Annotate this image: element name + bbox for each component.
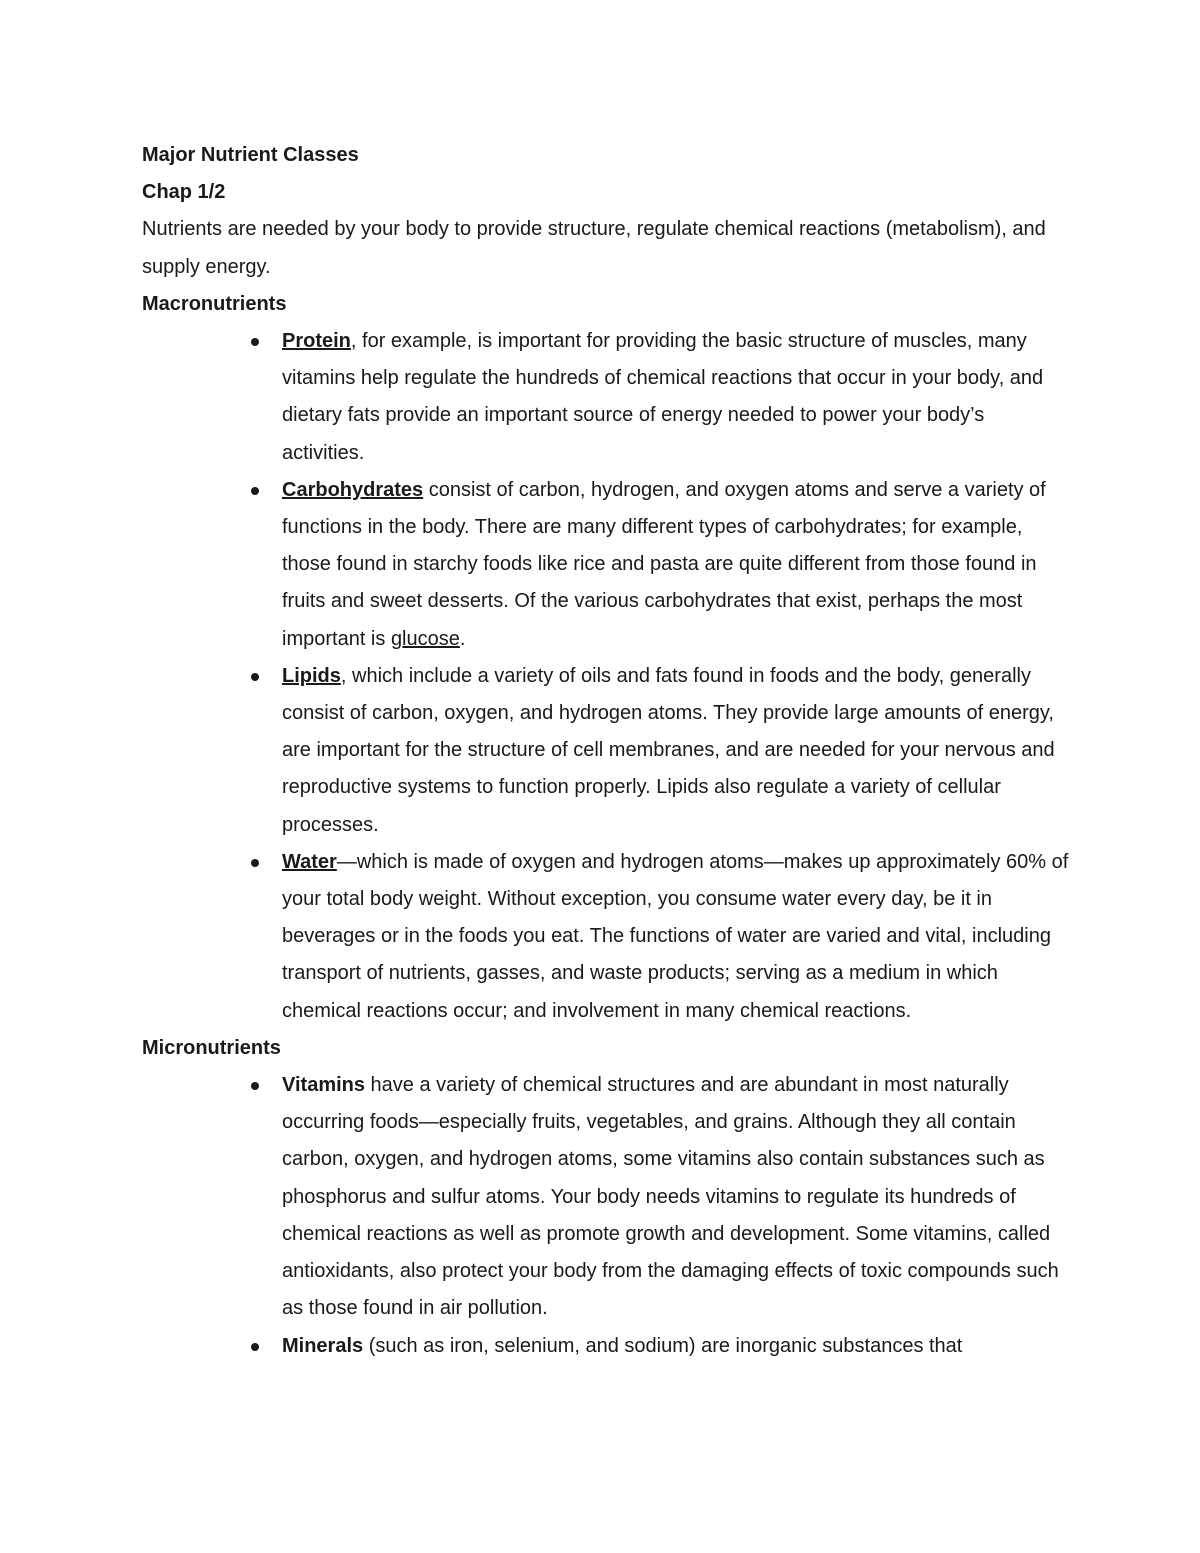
- water-description: —which is made of oxygen and hydrogen atoms—makes up approximately 60% of your total body weight. Without exception, you consume water every day, be it in beverages or in the foods you eat. The functions of water are varied and vital, including transport of nutrients, gasses, and waste products; serving as a medium in which chemical reactions occur; and involvement in many chemical reactions.: [282, 850, 1069, 1022]
- list-item-vitamins: [282, 1067, 1072, 1327]
- term-minerals: Minerals: [282, 1334, 364, 1357]
- document-title: Major Nutrient Classes: [142, 144, 359, 166]
- term-vitamins: Vitamins: [282, 1074, 365, 1097]
- bullet-icon: [251, 338, 259, 346]
- vitamins-description: have a variety of chemical structures and are abundant in most naturally occurring foods—especially fruits, vegetables, and grains. Although they all contain carbon, oxygen, and hydrogen atoms, some vitamins also contain substances such as phosphorus and sulfur atoms. Your body needs vitamins to regulate its hundreds of chemical reactions as well as promote growth and development. Some vitamins, called antioxidants, also protect your body from the damaging effects of toxic compounds such as those found in air pollution.: [282, 1074, 1059, 1320]
- glucose-link[interactable]: glucose: [390, 627, 460, 650]
- minerals-description: (such as iron, selenium, and sodium) are inorganic substances that: [363, 1334, 963, 1357]
- list-item-lipids: [282, 658, 1072, 844]
- bullet-icon: [251, 487, 259, 495]
- bullet-icon: [251, 1082, 259, 1090]
- micronutrients-list: [142, 1067, 1072, 1365]
- bullet-icon: [251, 673, 259, 681]
- list-item-protein: [282, 323, 1072, 472]
- macronutrients-heading: Macronutrients: [142, 292, 287, 315]
- term-water: Water: [282, 850, 337, 873]
- list-item-carbohydrates: [282, 472, 1072, 658]
- bullet-icon: [251, 1343, 259, 1351]
- list-item-minerals: [282, 1328, 1072, 1365]
- carbohydrates-description-end: .: [459, 627, 466, 650]
- lipids-description: , which include a variety of oils and fats found in foods and the body, generally consist of carbon, oxygen, and hydrogen atoms. They provide large amounts of energy, are important for the structure of cell membranes, and are needed for your nervous and reproductive systems to function properly. Lipids also regulate a variety of cellular processes.: [282, 664, 1055, 836]
- chapter-label: Chap 1/2: [142, 181, 226, 204]
- bullet-icon: [251, 859, 259, 867]
- macronutrients-list: [142, 323, 1072, 1030]
- intro-paragraph: Nutrients are needed by your body to provide structure, regulate chemical reactions (metabolism), and supply energy.: [142, 218, 1046, 278]
- list-item-water: [282, 844, 1072, 1030]
- protein-description: , for example, is important for providing the basic structure of muscles, many vitamins help regulate the hundreds of chemical reactions that occur in your body, and dietary fats provide an important source of energy needed to power your body’s activities.: [282, 330, 1044, 464]
- term-lipids: Lipids: [282, 664, 341, 687]
- carbohydrates-description: consist of carbon, hydrogen, and oxygen atoms and serve a variety of functions in the body. There are many different types of carbohydrates; for example, those found in starchy foods like rice and pasta are quite different from those found in fruits and sweet desserts. Of the various carbohydrates that exist, perhaps the most important is: [282, 478, 1046, 650]
- micronutrients-heading: Micronutrients: [142, 1036, 281, 1059]
- document-page: [142, 137, 1072, 1365]
- term-protein: Protein: [282, 330, 351, 353]
- term-carbohydrates: Carbohydrates: [282, 478, 424, 501]
